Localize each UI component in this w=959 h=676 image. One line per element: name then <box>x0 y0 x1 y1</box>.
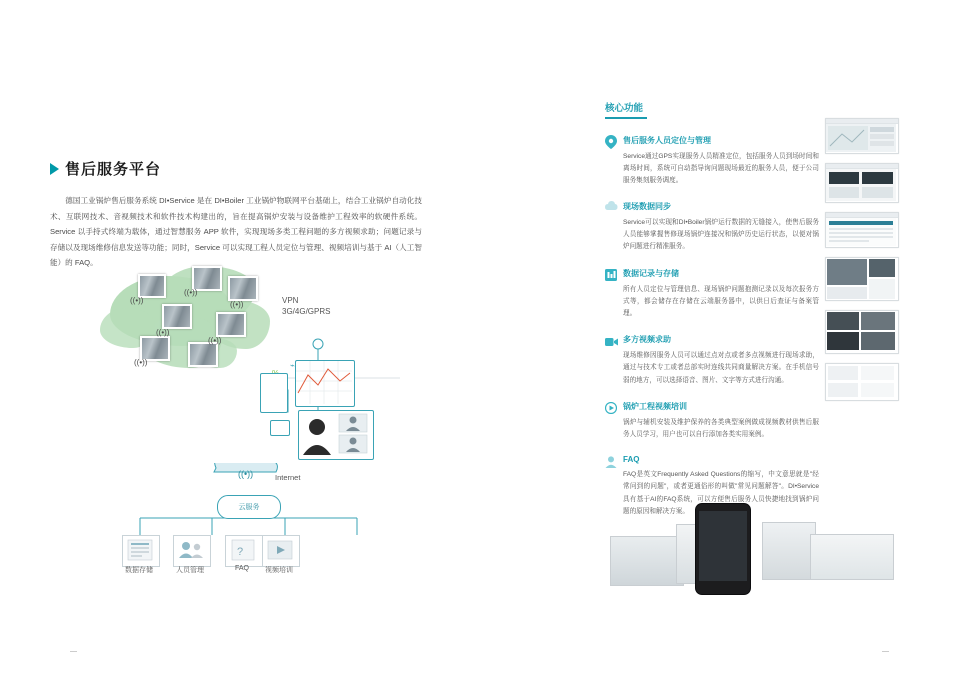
screenshot-records-table <box>825 212 899 248</box>
device-photo <box>762 522 816 580</box>
wifi-signal-icon: ((•)) <box>134 358 148 367</box>
feature-title: 售后服务人员定位与管理 <box>623 135 711 145</box>
internet-label: Internet <box>275 473 301 482</box>
svg-text:?: ? <box>237 546 244 558</box>
wrench-video-icon <box>605 401 617 413</box>
screenshot-column <box>825 118 903 410</box>
feature-title: 锅炉工程视频培训 <box>623 401 687 411</box>
feature-item-storage <box>605 268 819 321</box>
terminal-screen <box>699 511 747 581</box>
feature-text: 现场维修因服务人员可以通过点对点或者多点视频进行现场求助，通过与技术专工或者总部实时连线共同商量解决方案。在手机信号弱的地方，可以选择语音、图片、文字等方式进行沟通。 <box>623 352 819 384</box>
storage-icon <box>605 268 617 280</box>
tree-node-icon <box>225 535 263 567</box>
folio-right: — <box>882 648 889 655</box>
site-photo <box>188 342 218 367</box>
page-title: 售后服务平台 <box>65 161 162 178</box>
feature-text: FAQ是英文Frequently Asked Questions的缩写，中文意思就是"经常问到的问题"，或者更通俗形的叫做"常见问题解答"。DI•Service具有基于AI的FAQ系统，可以方便售后服务人员快捷地找到锅炉问题的原因和解决方案。 <box>623 471 819 515</box>
vpn-label: VPN 3G/4G/GPRS <box>282 296 331 316</box>
cloud-service-label: 云服务 <box>238 504 260 511</box>
line-chart-icon <box>296 361 352 404</box>
location-pin-icon <box>605 135 617 147</box>
wifi-signal-icon: ((•)) <box>130 296 144 305</box>
people-icon <box>174 536 208 564</box>
folio <box>70 648 889 655</box>
feature-title: 现场数据同步 <box>623 202 671 212</box>
boiler-data-thumbnail-image <box>826 169 896 201</box>
feature-text: Service可以实现和DI•Boiler锅炉运行数据的无缝接入，使售后服务人员能够掌握售修现场锅炉连接况和锅炉历史运行状态，以便对锅炉问题进行精准服务。 <box>623 219 819 251</box>
faq-person-icon <box>605 455 617 467</box>
left-page-content <box>50 158 450 271</box>
feature-item-sync <box>605 201 819 254</box>
feature-title: FAQ <box>623 455 640 465</box>
device-photo <box>610 536 684 586</box>
records-thumbnail-image <box>826 218 896 246</box>
handheld-terminal-device <box>695 503 751 595</box>
right-page-content <box>605 100 819 518</box>
video-call-icon <box>299 411 371 457</box>
screenshot-video-training <box>825 310 899 354</box>
tree-node-icon <box>122 535 160 567</box>
video-call-thumbnail-image <box>826 258 896 300</box>
phone-node <box>270 420 290 436</box>
site-photo <box>228 276 258 301</box>
tree-node-icon <box>173 535 211 567</box>
feature-title: 数据记录与存储 <box>623 268 679 278</box>
sync-cloud-icon <box>605 201 617 213</box>
document-panel <box>260 373 288 413</box>
training-thumbnail-image <box>826 311 896 353</box>
database-icon <box>123 536 157 564</box>
wifi-signal-icon: ((•)) <box>184 288 198 297</box>
faq-icon <box>226 536 260 564</box>
feature-text: 锅炉与辅机安装及维护保养的各类典型案例做成视频教材供售后服务人员学习，用户也可以自行添加各类实用案例。 <box>623 418 819 438</box>
cloud-service-badge <box>217 495 281 519</box>
device-photo <box>810 534 894 580</box>
video-call-icon <box>605 334 617 346</box>
section-title-underline <box>605 117 647 119</box>
feature-item-training <box>605 401 819 441</box>
chart-panel <box>295 360 355 407</box>
tree-label: FAQ <box>234 565 249 572</box>
feature-title: 多方视频求助 <box>623 335 671 345</box>
screenshot-boiler-data <box>825 163 899 203</box>
faq-thumbnail-image <box>826 364 896 400</box>
screenshot-map-dashboard <box>825 118 899 154</box>
wifi-signal-icon: ((•)) <box>208 336 222 345</box>
feature-item-video-call <box>605 334 819 387</box>
folio-left: — <box>70 648 77 655</box>
tree-node-icon <box>262 535 300 567</box>
screenshot-video-call <box>825 257 899 301</box>
page-title-row <box>50 158 450 179</box>
svg-text:((•)): ((•)) <box>238 469 254 479</box>
triangle-bullet-icon <box>50 163 59 175</box>
page-spread <box>20 8 939 668</box>
site-photo <box>138 274 166 298</box>
section-title: 核心功能 <box>605 103 644 114</box>
screenshot-faq-list <box>825 363 899 401</box>
wifi-signal-icon: ((•)) <box>230 300 244 309</box>
svg-text:⌁: ⌁ <box>290 361 295 370</box>
tree-label: 数据存储 <box>125 567 153 574</box>
feature-text: 所有人员定位与管理信息、现场锅炉问题抱测记录以及每次报务方式等，都会储存在存储在云端服务器中，以供日后查证与备案管理。 <box>623 285 819 317</box>
video-call-panel <box>298 410 374 460</box>
intro-paragraph: 德国工业锅炉售后服务系统 DI•Service 是在 DI•Boiler 工业锅炉物联网平台基础上，结合工业锅炉自动化技术、互联网技术、音视频技术和软件技术构建出的，旨在提高锅炉安装与设备维护工程效率的软硬件系统。Service 以手持式终端为载体，通过智慧服务 APP 软件，实现现场多类工程问题的多方视频求助；问题记录与存储以及现场维修信息发送等功能；同时，Service 可以实现工程人员定位与管理、视频培训与基于 AI（人工智能）的 FAQ。 <box>50 196 422 268</box>
site-photo <box>216 312 246 337</box>
feature-item-location <box>605 135 819 188</box>
video-icon <box>263 536 297 564</box>
tree-label: 人员管理 <box>176 567 204 574</box>
network-diagram <box>260 338 420 468</box>
feature-text: Service通过GPS实现服务人员精准定位，包括服务人员到场时间和离场时间，系统可自动指导询问题现场最近的服务人员，便于公司服务集刻服务调度。 <box>623 152 819 184</box>
site-photo <box>162 304 192 329</box>
tree-label: 视频培训 <box>265 567 293 574</box>
map-thumbnail-image <box>826 124 896 152</box>
wifi-signal-icon: ((•)) <box>156 328 170 337</box>
